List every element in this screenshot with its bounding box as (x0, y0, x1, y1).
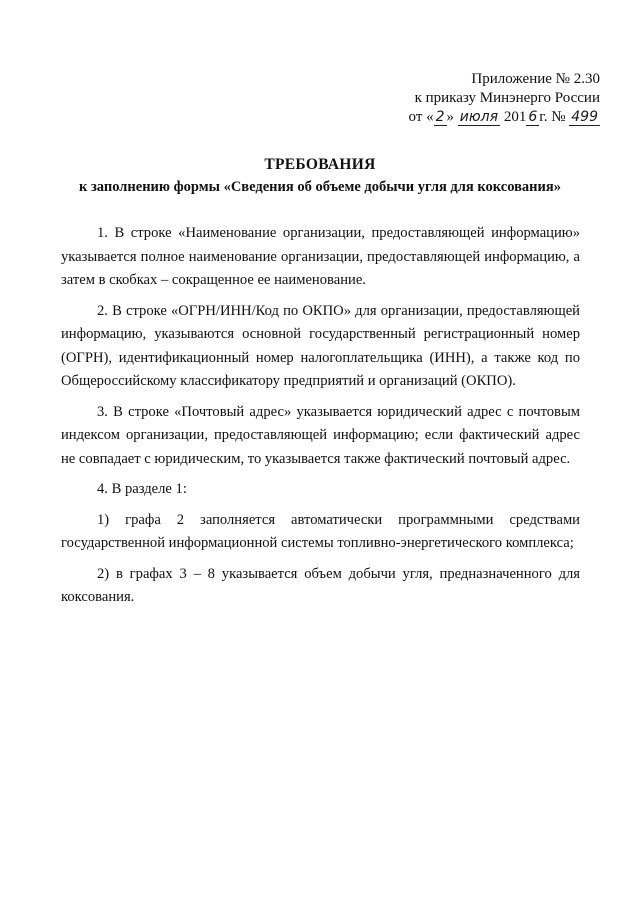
paragraph-4-item-2: 2) в графах 3 – 8 указывается объем добычи угля, предназначенного для коксования. (61, 565, 580, 605)
handwritten-day: 2 (435, 109, 445, 125)
document-subtitle: к заполнению формы «Сведения об объеме добычи угля для коксования» (79, 179, 561, 195)
paragraph-1: 1. В строке «Наименование организации, предоставляющей информацию» указывается полное наименование организации, предоставляющей информацию, а затем в скобках – сокращенное ее наименование. (61, 225, 580, 288)
document-body (61, 222, 580, 617)
paragraph-2: 2. В строке «ОГРН/ИНН/Код по ОКПО» для организации, предоставляющей информацию, указываются основной государственный регистрационный номер (ОГРН), идентификационный номер налогоплательщика (ИНН), а также код по Общероссийскому классификатору предприятий и организаций (ОКПО). (61, 302, 580, 389)
order-reference: к приказу Минэнерго России (414, 90, 600, 106)
handwritten-month: июля (459, 109, 499, 125)
paragraph-4-item-1: 1) графа 2 заполняется автоматически программными средствами государственной информационной системы топливно-энергетического комплекса; (61, 511, 580, 551)
appendix-number: Приложение № 2.30 (471, 71, 600, 87)
paragraph-3: 3. В строке «Почтовый адрес» указывается юридический адрес с почтовым индексом организации, предоставляющей информацию; если фактический адрес не совпадает с юридическим, то указывается также фактический почтовый адрес. (61, 403, 580, 467)
paragraph-4: 4. В разделе 1: (97, 481, 187, 497)
appendix-header (370, 70, 600, 127)
title-block (40, 155, 600, 197)
document-title: ТРЕБОВАНИЯ (264, 156, 376, 173)
handwritten-order-number: 499 (571, 109, 598, 125)
handwritten-year-digit: 6 (528, 109, 538, 125)
order-date-number: от « 2 » июля 201 6 г. № 499 (408, 109, 598, 125)
